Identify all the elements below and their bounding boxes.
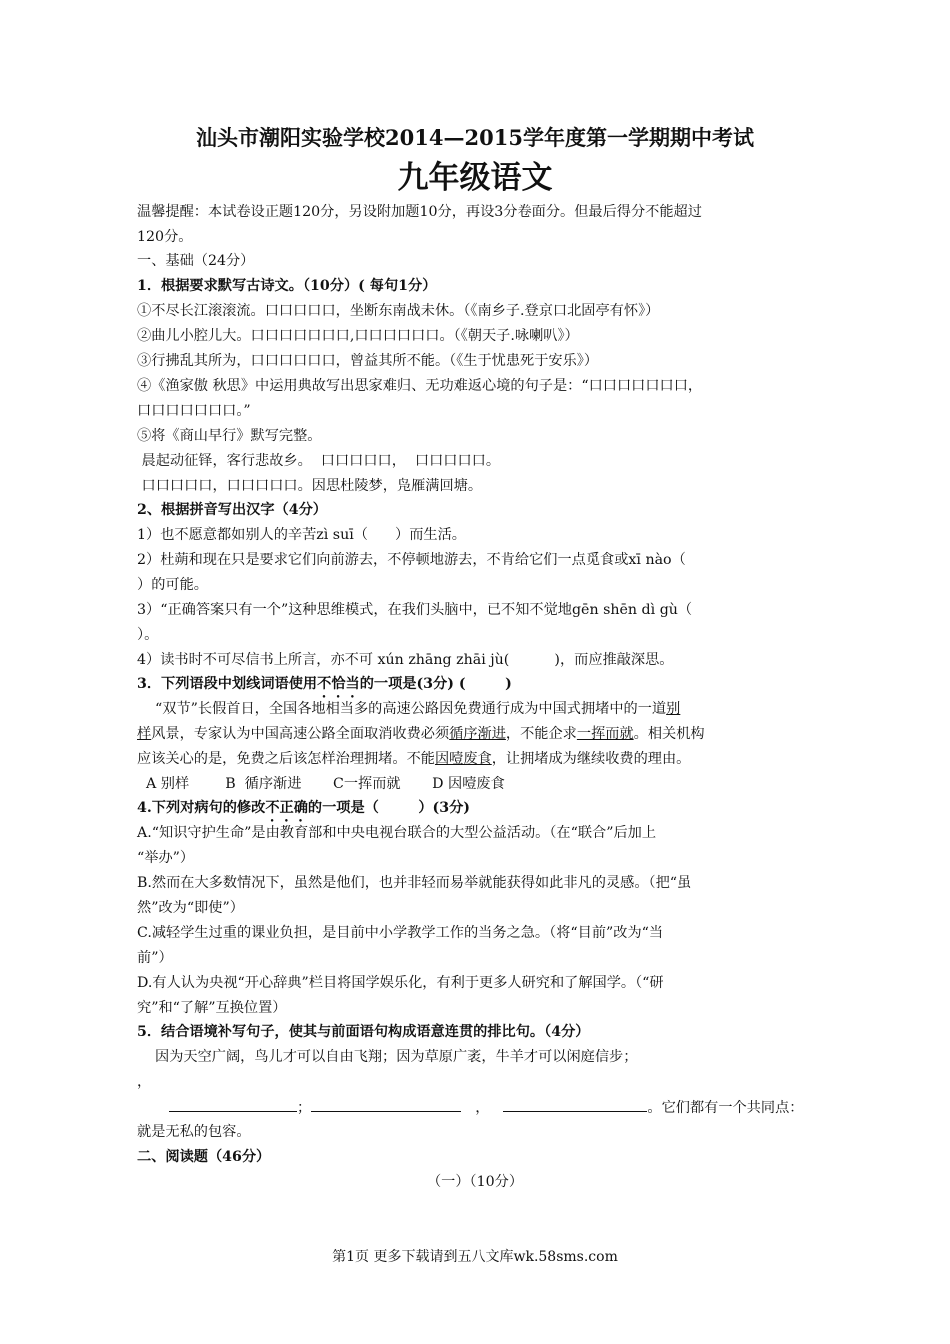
q3-underlined-word: 循序渐进 [449, 726, 506, 742]
q1-item: ⑤将《商山早行》默写完整。 [137, 428, 322, 444]
q3-underlined-word: 一挥而就 [576, 726, 634, 742]
q1-item: ①不尽长江滚滚流。口口口口口，坐断东南战未休。（《南乡子.登京口北固亭有怀》） [137, 303, 660, 319]
q4-item: C.减轻学生过重的课业负担，是目前中小学教学工作的当务之急。（将“目前”改为“当 [137, 925, 664, 941]
q3-underlined-word: 样 [137, 726, 152, 742]
q5-line-1: 因为天空广阔，鸟儿才可以自由飞翔；因为草原广袤，牛羊才可以闲庭信步； [137, 1049, 638, 1065]
q2-title: 2、根据拼音写出汉字（4分） [137, 502, 327, 518]
q4-title-emphasis: 不正确 [265, 800, 308, 816]
q5-separator: ， [475, 1100, 490, 1116]
q3-underlined-word: 因噎废食 [434, 751, 492, 767]
q2-item: 3）“正确答案只有一个”这种思维模式，在我们头脑中，已不知不觉地gēn shēn dì gù（ [137, 602, 693, 618]
q4-title-post: 的一项是（ ）(3分) [307, 800, 471, 816]
q3-underlined-word: 别 [666, 701, 681, 717]
q3-title-post: 的一项是(3分) ( ) [359, 676, 512, 692]
q4-item: 然”改为“即使”） [137, 900, 244, 916]
section1-title: 一、基础（24分） [137, 253, 255, 269]
q3-options: A 别样 B 循序渐进 C一挥而就 D 因噎废食 [137, 776, 505, 792]
q2-item: 4）读书时不可尽信书上所言，亦不可 xún zhāng zhāi jù( )，而应推敲深思。 [137, 652, 674, 668]
q5-blank-3[interactable] [503, 1097, 647, 1112]
section2-title: 二、阅读题（46分） [137, 1149, 271, 1165]
q4-item: B.然而在大多数情况下，虽然是他们，也并非轻而易举就能获得如此非凡的灵感。（把“虽 [137, 875, 692, 891]
q3-paragraph-line-3 [137, 749, 817, 769]
q3-title-emphasis: 不恰当 [317, 676, 360, 692]
q4-item: 前”） [137, 950, 173, 966]
q4-item: 究”和“了解”互换位置） [137, 1000, 287, 1016]
q1-item: 口口口口口，口口口口口。因思杜陵梦，凫雁满回塘。 [137, 478, 483, 494]
q5-line-2: ， [137, 1074, 152, 1090]
q4-title [137, 798, 817, 825]
q1-item: 口口口口口口口。” [137, 403, 251, 419]
q4-item: A.“知识守护生命”是由教育部和中央电视台联合的大型公益活动。（在“联合”后加上 [137, 825, 657, 841]
page-footer: 第1页 更多下载请到五八文库wk.58sms.com [332, 1249, 618, 1265]
section2-subtitle: （一）（10分） [426, 1174, 524, 1190]
q3-title [137, 674, 817, 701]
grade-title: 九年级语文 [397, 160, 553, 196]
q4-title-pre: 4.下列对病句的修改 [137, 800, 266, 816]
q1-item: ②曲儿小腔儿大。口口口口口口口,口口口口口口。（《朝天子.咏喇叭》） [137, 328, 579, 344]
q3-paragraph-line-1 [137, 699, 817, 719]
q1-item: ④《渔家傲 秋思》中运用典故写出思家难归、无功难返心境的句子是：“口口口口口口口， [137, 378, 703, 394]
notice-line-2: 120分。 [137, 229, 193, 245]
q5-blank-2[interactable] [311, 1097, 461, 1112]
q4-item: “举办”） [137, 850, 195, 866]
q5-blank-1[interactable] [169, 1097, 297, 1112]
school-title: 汕头市潮阳实验学校2014—2015学年度第一学期期中考试 [196, 125, 754, 150]
notice-line-1: 温馨提醒：本试卷设正题120分，另设附加题10分，再设3分卷面分。但最后得分不能超过 [137, 204, 702, 220]
q3-text: 风景，专家认为中国高速公路全面取消收费必须 [151, 726, 450, 742]
q3-text: “双节”长假首日，全国各地相当多的高速公路因免费通行成为中国式拥堵中的一道 [137, 701, 667, 717]
q4-item: D.有人认为央视“开心辞典”栏目将国学娱乐化，有利于更多人研究和了解国学。（“研 [137, 975, 664, 991]
q2-item: ）。 [137, 627, 159, 643]
q2-item: 1）也不愿意都如别人的辛苦zì suī（ ）而生活。 [137, 527, 466, 543]
q3-paragraph-line-2 [137, 724, 817, 744]
q3-text: ，让拥堵成为继续收费的理由。 [491, 751, 691, 767]
q5-title: 5．结合语境补写句子，使其与前面语句构成语意连贯的排比句。（4分） [137, 1024, 590, 1040]
q3-title-pre: 3．下列语段中划线词语使用 [137, 676, 318, 692]
q2-item: 2）杜蒴和现在只是要求它们向前游去，不停顿地游去，不肯给它们一点觅食或xī nào（ [137, 552, 686, 568]
q1-item: ③行拂乱其所为，口口口口口口，曾益其所不能。（《生于忧患死于安乐》） [137, 353, 599, 369]
q5-separator: ； [297, 1100, 312, 1116]
q1-title: 1．根据要求默写古诗文。（10分）( 每句1分） [137, 278, 437, 294]
q3-text: 应该关心的是，免费之后该怎样治理拥堵。不能 [137, 751, 435, 767]
q1-item: 晨起动征铎，客行悲故乡。 口口口口口， 口口口口口。 [137, 453, 501, 469]
q3-text: 。相关机构 [633, 726, 705, 742]
q5-tail: 。它们都有一个共同点： [647, 1100, 804, 1116]
q2-item: ）的可能。 [137, 577, 208, 593]
q3-text: ，不能企求 [505, 726, 577, 742]
q5-line-4: 就是无私的包容。 [137, 1124, 251, 1140]
q5-fill-line [137, 1097, 817, 1118]
